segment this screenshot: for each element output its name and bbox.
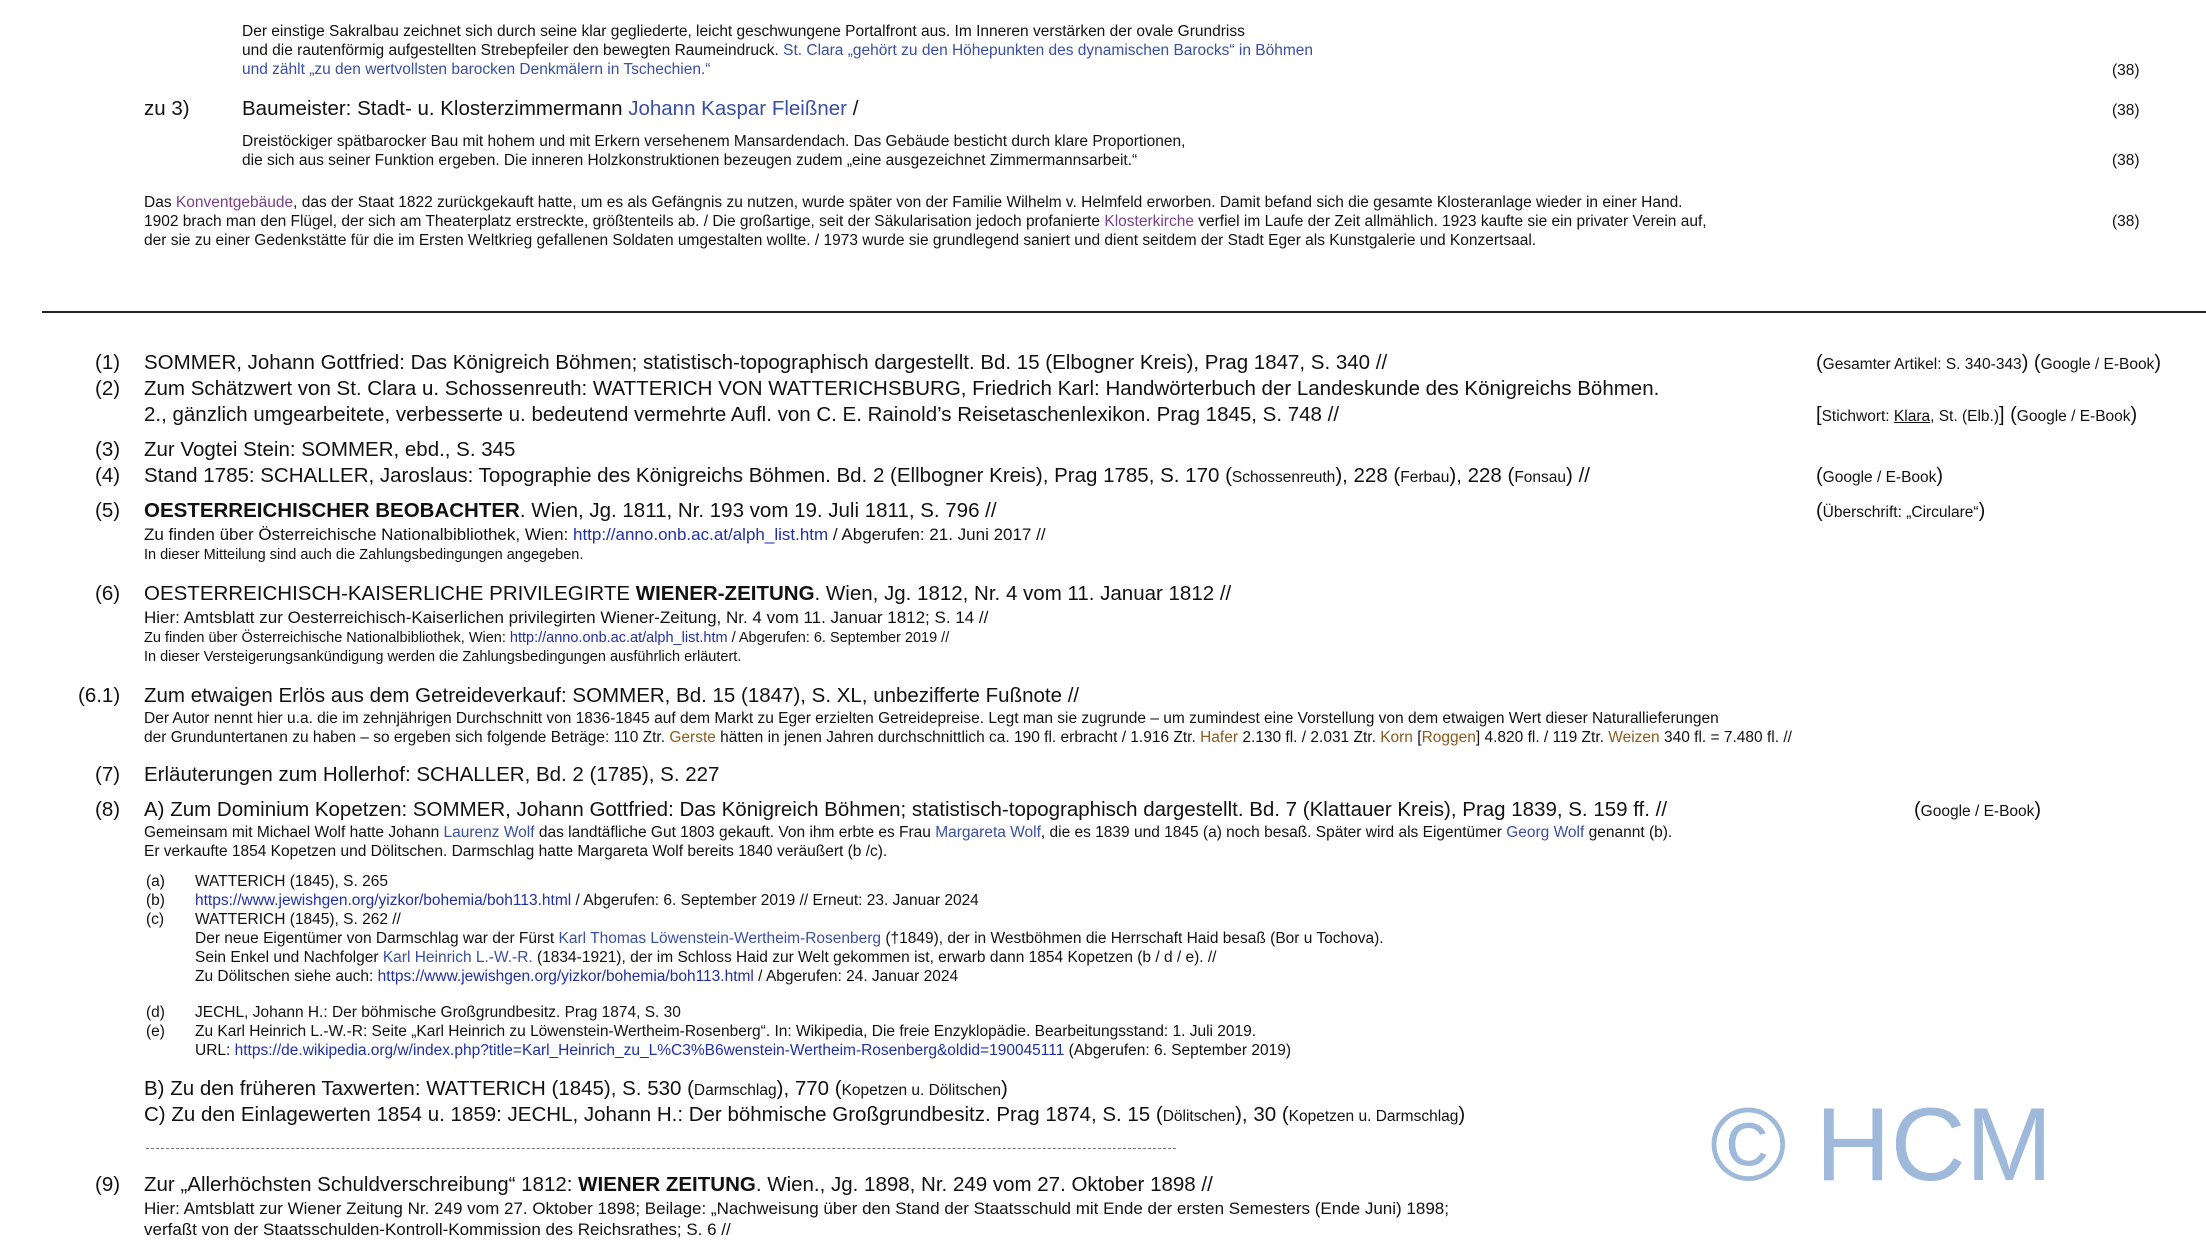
- paragraph-sacral-line3: und zählt „zu den wertvollsten barocken Denkmälern in Tschechien.“: [242, 61, 711, 78]
- person-laurenz-wolf: Laurenz Wolf: [443, 824, 535, 841]
- footnote-6-text: [144, 581, 1231, 607]
- text: Zu finden über Österreichische Nationalbibliothek, Wien:: [144, 630, 510, 646]
- text: , die es 1839 und 1845 (a) noch besaß. Später wird als Eigentümer: [1040, 824, 1507, 841]
- text: Sein Enkel und Nachfolger: [195, 949, 383, 966]
- text: Baumeister: Stadt- u. Klosterzimmermann: [242, 97, 629, 120]
- paren: ): [2130, 404, 2138, 426]
- paragraph-building-line2: die sich aus seiner Funktion ergeben. Die inneren Holzkonstruktionen bezeugen zudem „eine ausgezeichnet Zimmermannsarbeit.“: [242, 152, 1138, 169]
- dashed-separator: [146, 1148, 1176, 1149]
- sub-entry-b: [195, 891, 979, 910]
- person-karl-thomas: Karl Thomas Löwenstein-Wertheim-Rosenberg: [558, 930, 882, 947]
- name-fleissner: Johann Kaspar Fleißner: [628, 97, 848, 120]
- footnote-8-source: [1914, 799, 2041, 822]
- text: URL:: [195, 1042, 235, 1059]
- footnote-number-6: (6): [95, 582, 121, 605]
- google-ebook-link[interactable]: Google / E-Book: [1822, 469, 1937, 486]
- google-ebook-link[interactable]: Google / E-Book: [2016, 408, 2131, 425]
- term-klosterkirche: Klosterkirche: [1104, 213, 1194, 230]
- text: / Abgerufen: 6. September 2019 // Erneut: 23. Januar 2024: [571, 892, 979, 909]
- paragraph-building-line1: Dreistöckiger spätbarocker Bau mit hohem und mit Erkern versehenem Mansardendach. Das Gebäude besticht durch klare Proportionen,: [242, 133, 1186, 150]
- sub-label-e: (e): [146, 1023, 165, 1040]
- footnote-number-4: (4): [95, 464, 121, 487]
- footnote-9-line2: Hier: Amtsblatt zur Wiener Zeitung Nr. 249 vom 27. Oktober 1898; Beilage: „Nachweisung über den Stand der Staatsschuld mit Ende der ersten Semesters (Ende Juni) 1898;: [144, 1199, 1449, 1218]
- footnote-4-source: [1816, 465, 1943, 488]
- article-range: Gesamter Artikel: S. 340-343: [1822, 356, 2022, 373]
- anno-link[interactable]: http://anno.onb.ac.at/alph_list.htm: [573, 525, 829, 544]
- footnote-number-6-1: (6.1): [78, 684, 121, 707]
- text: B) Zu den früheren Taxwerten: WATTERICH (1845), S. 530 (: [144, 1077, 694, 1100]
- text: Das: [144, 194, 176, 211]
- sub-entry-e-line2: [195, 1041, 1291, 1060]
- ref-38: (38): [2112, 213, 2140, 230]
- footnote-2-line2: 2., gänzlich umgearbeitete, verbesserte u. bedeutend vermehrte Aufl. von C. E. Rainold’s Reisetaschenlexikon. Prag 1845, S. 748 //: [144, 403, 1340, 426]
- grain-weizen: Weizen: [1608, 729, 1660, 746]
- text: ): [1000, 1077, 1008, 1100]
- text: /: [847, 97, 859, 120]
- grain-korn: Korn: [1380, 729, 1413, 746]
- text: ), 228 (: [1335, 464, 1401, 487]
- sub-entry-c-line4: [195, 967, 958, 986]
- footnote-9-text: [144, 1172, 1213, 1198]
- footnote-number-1: (1): [95, 351, 121, 374]
- footnote-3-text: Zur Vogtei Stein: SOMMER, ebd., S. 345: [144, 438, 516, 461]
- grain-roggen: Roggen: [1421, 729, 1476, 746]
- copyright-watermark: © HCM: [1710, 1087, 2053, 1203]
- place: Kopetzen u. Dölitschen: [841, 1082, 1001, 1099]
- person-karl-heinrich: Karl Heinrich L.-W.-R.: [382, 949, 533, 966]
- zu3-label: zu 3): [144, 97, 190, 120]
- paren: ): [1936, 465, 1944, 487]
- paragraph-convent-line2: [144, 212, 1707, 231]
- text: ), 30 (: [1235, 1103, 1289, 1126]
- person-georg-wolf: Georg Wolf: [1506, 824, 1585, 841]
- paren: ) (: [2021, 352, 2041, 374]
- google-ebook-link[interactable]: Google / E-Book: [2040, 356, 2155, 373]
- footnote-6-1-line2: Der Autor nennt hier u.a. die im zehnjährigen Durchschnitt von 1836-1845 auf dem Markt zu Eger erzielten Getreidepreise. Legt man sie zugrunde – um zumindest eine Vorstellung von dem etwaigen Wert dieser Naturallieferungen: [144, 710, 1719, 727]
- text: / Abgerufen: 6. September 2019 //: [727, 630, 950, 646]
- grain-gerste: Gerste: [669, 729, 716, 746]
- text: . Wien., Jg. 1898, Nr. 249 vom 27. Oktober 1898 //: [755, 1173, 1213, 1196]
- place: Ferbau: [1400, 469, 1450, 486]
- text: Zur „Allerhöchsten Schuldverschreibung“ 1812:: [144, 1173, 579, 1196]
- wikipedia-link[interactable]: https://de.wikipedia.org/w/index.php?title=Karl_Heinrich_zu_L%C3%B6wenstein-Wertheim-Rosenberg&oldid=190045111: [234, 1042, 1065, 1059]
- text: 340 fl. = 7.480 fl. //: [1659, 729, 1792, 746]
- publication-title: WIENER ZEITUNG: [578, 1173, 756, 1196]
- footnote-8-text: A) Zum Dominium Kopetzen: SOMMER, Johann Gottfried: Das Königreich Böhmen; statistisch-topographisch dargestellt. Bd. 7 (Klattauer Kreis), Prag 1839, S. 159 ff. //: [144, 798, 1668, 821]
- footnote-6-1-text: Zum etwaigen Erlös aus dem Getreideverkauf: SOMMER, Bd. 15 (1847), S. XL, unbezifferte Fußnote //: [144, 684, 1080, 707]
- footnote-9-line3: verfaßt von der Staatsschulden-Kontroll-Kommission des Reichsrathes; S. 6 //: [144, 1220, 731, 1239]
- text: [: [1412, 729, 1422, 746]
- text: Zu finden über Österreichische Nationalbibliothek, Wien:: [144, 525, 573, 544]
- text: Stand 1785: SCHALLER, Jaroslaus: Topographie des Königreichs Böhmen. Bd. 2 (Ellbogner Kreis), Prag 1785, S. 170 (: [144, 464, 1232, 487]
- text: (†1849), der in Westböhmen die Herrschaft Haid besaß (Bor u Tochova).: [881, 930, 1384, 947]
- sub-label-b: (b): [146, 892, 165, 909]
- footnote-number-3: (3): [95, 438, 121, 461]
- paren: ): [1978, 500, 1986, 522]
- bracket: ] (: [1999, 404, 2017, 426]
- ref-38: (38): [2112, 102, 2140, 119]
- text: Gemeinsam mit Michael Wolf hatte Johann: [144, 824, 444, 841]
- anno-link[interactable]: http://anno.onb.ac.at/alph_list.htm: [509, 630, 728, 646]
- paren: ): [2034, 799, 2042, 821]
- sub-entry-c-line2: [195, 929, 1384, 948]
- google-ebook-link[interactable]: Google / E-Book: [1920, 803, 2035, 820]
- paren: (: [1914, 799, 1921, 821]
- place: Dölitschen: [1162, 1108, 1236, 1125]
- footnote-6-line2: Hier: Amtsblatt zur Oesterreichisch-Kaiserlichen privilegirten Wiener-Zeitung, Nr. 4 vom 11. Januar 1812; S. 14 //: [144, 608, 989, 627]
- place: Schossenreuth: [1231, 469, 1336, 486]
- text: (1834-1921), der im Schloss Haid zur Welt gekommen ist, erwarb dann 1854 Kopetzen (b / d / e). //: [532, 949, 1217, 966]
- paren: (: [1816, 500, 1823, 522]
- text: ), 770 (: [776, 1077, 842, 1100]
- sub-label-d: (d): [146, 1004, 165, 1021]
- zu3-heading: [242, 96, 858, 122]
- footnote-5-line3: In dieser Mitteilung sind auch die Zahlungsbedingungen angegeben.: [144, 547, 584, 563]
- text: (Abgerufen: 6. September 2019): [1064, 1042, 1291, 1059]
- paragraph-convent-line3: der sie zu einer Gedenkstätte für die im Ersten Weltkrieg gefallenen Soldaten umgestalten wollte. / 1973 wurde sie grundlegend saniert und dient seitdem der Stadt Eger als Kunstgalerie und Konzertsaal.: [144, 232, 1537, 249]
- place: Darmschlag: [693, 1082, 777, 1099]
- footnote-8-c: [144, 1102, 1465, 1130]
- text: das landtäfliche Gut 1803 gekauft. Von ihm erbte es Frau: [534, 824, 936, 841]
- sub-label-a: (a): [146, 873, 165, 890]
- text: verfiel im Laufe der Zeit allmählich. 1923 kaufte sie ein privater Verein auf,: [1193, 213, 1707, 230]
- paren: (: [1816, 465, 1823, 487]
- bracket: [: [1816, 404, 1822, 426]
- keyword-label: Stichwort:: [1821, 408, 1894, 425]
- sub-entry-d: JECHL, Johann H.: Der böhmische Großgrundbesitz. Prag 1874, S. 30: [195, 1004, 681, 1021]
- footnote-2-line1: Zum Schätzwert von St. Clara u. Schossenreuth: WATTERICH VON WATTERICHSBURG, Friedrich Karl: Handwörterbuch der Landeskunde des Königreichs Böhmen.: [144, 377, 1660, 400]
- paragraph-convent-line1: [144, 193, 1683, 212]
- text: genannt (b).: [1584, 824, 1673, 841]
- footnote-number-9: (9): [95, 1173, 121, 1196]
- ref-38: (38): [2112, 152, 2140, 169]
- place: Fonsau: [1514, 469, 1567, 486]
- text: OESTERREICHISCH-KAISERLICHE PRIVILEGIRTE: [144, 582, 636, 605]
- text: ), 228 (: [1449, 464, 1515, 487]
- keyword-klara: Klara: [1893, 408, 1931, 425]
- text: 2.130 fl. / 2.031 Ztr.: [1238, 729, 1381, 746]
- footnote-divider: [42, 311, 2206, 313]
- footnote-2-source: [1816, 404, 2137, 427]
- text: . Wien, Jg. 1811, Nr. 193 vom 19. Juli 1811, S. 796 //: [519, 499, 997, 522]
- person-margareta-wolf: Margareta Wolf: [935, 824, 1041, 841]
- footnote-number-2: (2): [95, 377, 121, 400]
- paren: (: [1816, 352, 1823, 374]
- quote-st-clara: St. Clara „gehört zu den Höhepunkten des dynamischen Barocks“ in Böhmen: [783, 42, 1314, 59]
- paragraph-sacral-line2: [242, 41, 1313, 60]
- footnote-5-text: [144, 498, 997, 524]
- keyword-suffix: , St. (Elb.): [1930, 408, 2000, 425]
- footnote-number-8: (8): [95, 798, 121, 821]
- footnote-5-source: [1816, 500, 1985, 523]
- text: ] 4.820 fl. / 119 Ztr.: [1475, 729, 1609, 746]
- text: der Grunduntertanen zu haben – so ergeben sich folgende Beträge: 110 Ztr.: [144, 729, 670, 746]
- paren: ): [2154, 352, 2161, 374]
- text: und die rautenförmig aufgestellten Strebepfeiler den bewegten Raumeindruck.: [242, 42, 784, 59]
- text: Zu Dölitschen siehe auch:: [195, 968, 378, 985]
- text: C) Zu den Einlagewerten 1854 u. 1859: JECHL, Johann H.: Der böhmische Großgrundbesitz. Prag 1874, S. 15 (: [144, 1103, 1163, 1126]
- footnote-6-1-line3: [144, 728, 1792, 747]
- footnote-6-line3: [144, 629, 949, 648]
- headline: Überschrift: „Circulare“: [1822, 504, 1979, 521]
- sub-label-c: (c): [146, 911, 165, 928]
- footnote-7-text: Erläuterungen zum Hollerhof: SCHALLER, Bd. 2 (1785), S. 227: [144, 763, 720, 786]
- footnote-1-text: SOMMER, Johann Gottfried: Das Königreich Böhmen; statistisch-topographisch dargestellt. Bd. 15 (Elbogner Kreis), Prag 1847, S. 340 //: [144, 351, 1388, 374]
- sub-entry-c: WATTERICH (1845), S. 262 //: [195, 911, 401, 928]
- ref-38: (38): [2112, 62, 2140, 79]
- grain-hafer: Hafer: [1200, 729, 1239, 746]
- footnote-8-b: [144, 1076, 1008, 1104]
- sub-entry-e: Zu Karl Heinrich L.-W.-R: Seite „Karl Heinrich zu Löwenstein-Wertheim-Rosenberg“. In: Wikipedia, Die freie Enzyklopädie. Bearbeitungsstand: 1. Juli 2019.: [195, 1023, 1257, 1040]
- footnote-5-line2: [144, 525, 1046, 545]
- text: hätten in jenen Jahren durchschnittlich ca. 190 fl. erbracht / 1.916 Ztr.: [715, 729, 1201, 746]
- text: Der neue Eigentümer von Darmschlag war der Fürst: [195, 930, 559, 947]
- footnote-6-line4: In dieser Versteigerungsankündigung werden die Zahlungsbedingungen ausführlich erläutert.: [144, 649, 742, 665]
- footnote-8-line3: Er verkaufte 1854 Kopetzen und Dölitschen. Darmschlag hatte Margareta Wolf bereits 1840 veräußert (b /c).: [144, 843, 888, 860]
- text: ): [1458, 1103, 1466, 1126]
- footnote-number-7: (7): [95, 763, 121, 786]
- publication-title: OESTERREICHISCHER BEOBACHTER: [144, 499, 520, 522]
- footnote-1-source: [1816, 352, 2161, 375]
- footnote-4-text: [144, 463, 1590, 491]
- jewishgen-link[interactable]: https://www.jewishgen.org/yizkor/bohemia/boh113.html: [377, 968, 754, 985]
- text: . Wien, Jg. 1812, Nr. 4 vom 11. Januar 1812 //: [814, 582, 1232, 605]
- place: Kopetzen u. Darmschlag: [1288, 1108, 1459, 1125]
- text: / Abgerufen: 24. Januar 2024: [753, 968, 959, 985]
- text: ) //: [1566, 464, 1590, 487]
- sub-entry-c-line3: [195, 948, 1217, 967]
- term-konventgebaeude: Konventgebäude: [175, 194, 294, 211]
- paragraph-sacral-line1: Der einstige Sakralbau zeichnet sich durch seine klar gegliederte, leicht geschwungene Portalfront aus. Im Inneren verstärken der ovale Grundriss: [242, 23, 1245, 40]
- sub-entry-a: WATTERICH (1845), S. 265: [195, 873, 388, 890]
- footnote-number-5: (5): [95, 499, 121, 522]
- publication-title: WIENER-ZEITUNG: [635, 582, 815, 605]
- text: , das der Staat 1822 zurückgekauft hatte, um es als Gefängnis zu nutzen, wurde später von der Familie Wilhelm v. Helmfeld erworben. Damit befand sich die gesamte Klosteranlage wieder in einer Hand.: [293, 194, 1683, 211]
- jewishgen-link[interactable]: https://www.jewishgen.org/yizkor/bohemia/boh113.html: [195, 892, 572, 909]
- text: / Abgerufen: 21. Juni 2017 //: [828, 525, 1046, 544]
- footnote-8-line2: [144, 823, 1672, 842]
- text: 1902 brach man den Flügel, der sich am Theaterplatz erstreckte, größtenteils ab. / Die großartige, seit der Säkularisation jedoch profanierte: [144, 213, 1105, 230]
